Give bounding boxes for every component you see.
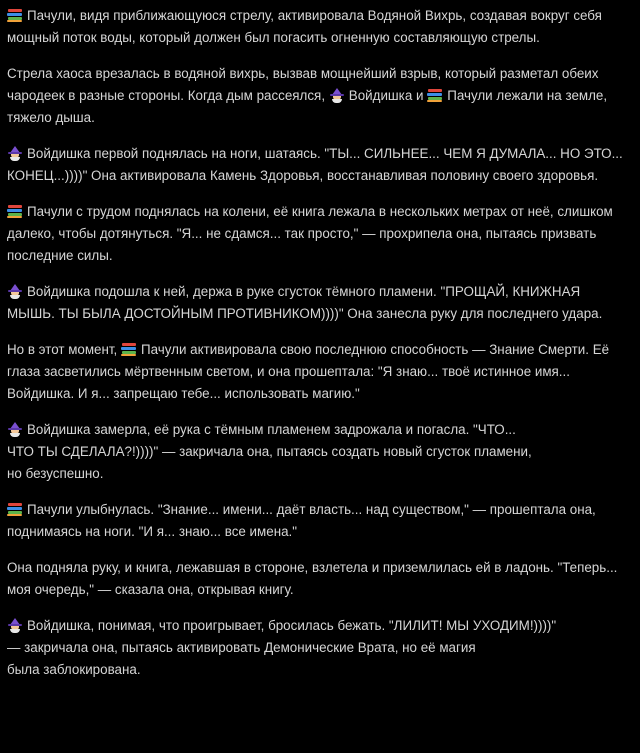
message-10	[7, 615, 630, 681]
books-icon	[7, 503, 23, 516]
message-1	[7, 5, 630, 49]
message-text: Войдишка подошла к ней, держа в руке сгусток тёмного пламени. "ПРОЩАЙ, КНИЖНАЯ МЫШЬ. ТЫ БЫЛА ДОСТОЙНЫМ ПРОТИВНИКОМ))))" Она занесла руку для последнего удара.	[7, 284, 603, 321]
message-7	[7, 419, 630, 485]
books-icon	[121, 343, 137, 356]
message-text: Войдишка и	[348, 88, 424, 103]
message-text: Пачули улыбнулась. "Знание... имени... даёт власть... над существом," — прошептала она, поднимаясь на ноги. "И я... знаю... все имена."	[7, 502, 596, 539]
message-text: Пачули с трудом поднялась на колени, её книга лежала в нескольких метрах от неё, слишком далеко, чтобы дотянуться. "Я... не сдамся... так просто," — прохрипела она, пытаясь призвать последние силы.	[7, 204, 613, 263]
mage-icon	[7, 146, 23, 161]
message-text: Стрела хаоса врезалась в водяной вихрь, вызвав мощнейший взрыв, который разметал обеих чародеек в разные стороны. Когда дым рассеялся,	[7, 66, 599, 103]
message-5	[7, 281, 630, 325]
message-4	[7, 201, 630, 267]
message-6	[7, 339, 630, 405]
message-text: Пачули лежали на земле, тяжело дыша.	[7, 88, 608, 125]
message-9	[7, 557, 630, 601]
books-icon	[7, 205, 23, 218]
message-text: ЧТО ТЫ СДЕЛАЛА?!))))" — закричала она, пытаясь создать новый сгусток пламени,	[7, 444, 532, 459]
message-2	[7, 63, 630, 129]
message-text: Войдишка первой поднялась на ноги, шатаясь. "ТЫ... СИЛЬНЕЕ... ЧЕМ Я ДУМАЛА... НО ЭТО... КОНЕЦ...))))" Она активировала Камень Здоровья, восстанавливая половину своего здоровья.	[7, 146, 623, 183]
message-8	[7, 499, 630, 543]
message-text: Пачули, видя приближающуюся стрелу, активировала Водяной Вихрь, создавая вокруг себя мощный поток воды, который должен был погасить огненную составляющую стрелы.	[7, 8, 602, 45]
books-icon	[7, 9, 23, 22]
message-text: Но в этот момент,	[7, 342, 118, 357]
mage-icon	[7, 284, 23, 299]
message-text: Она подняла руку, и книга, лежавшая в стороне, взлетела и приземлилась ей в ладонь. "Теперь... моя очередь," — сказала она, открывая книгу.	[7, 560, 618, 597]
message-text: Пачули активировала свою последнюю способность — Знание Смерти. Её глаза засветились мёртвенным светом, и она прошептала: "Я знаю... твоё истинное имя... Войдишка. И я... запрещаю тебе... использовать магию."	[7, 342, 610, 401]
books-icon	[427, 89, 443, 102]
message-3	[7, 143, 630, 187]
message-text: — закричала она, пытаясь активировать Демонические Врата, но её магия	[7, 640, 476, 655]
message-text: Войдишка замерла, её рука с тёмным пламенем задрожала и погасла. "ЧТО...	[27, 422, 516, 437]
message-text: Войдишка, понимая, что проигрывает, бросилась бежать. "ЛИЛИТ! МЫ УХОДИМ!))))"	[27, 618, 557, 633]
mage-icon	[7, 422, 23, 437]
mage-icon	[7, 618, 23, 633]
message-text: но безуспешно.	[7, 466, 104, 481]
mage-icon	[329, 88, 345, 103]
message-text: была заблокирована.	[7, 662, 141, 677]
